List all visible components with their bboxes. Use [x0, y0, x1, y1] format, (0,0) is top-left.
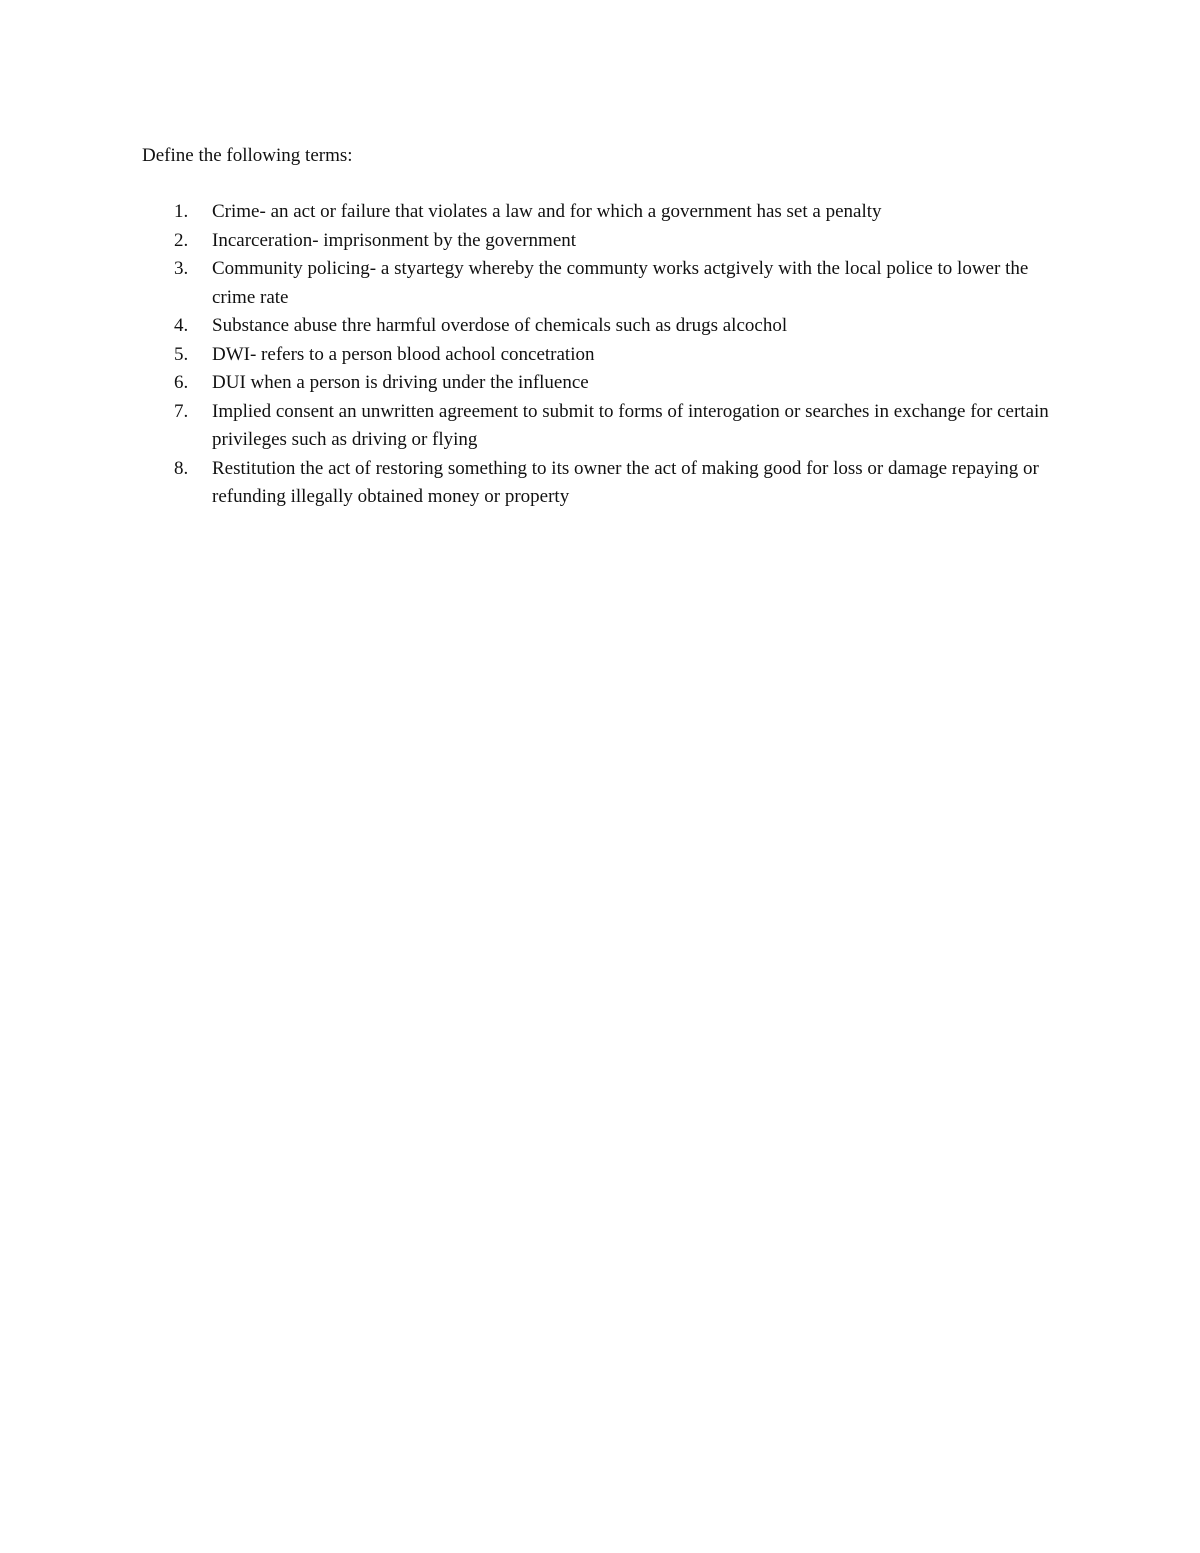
list-item-text: Substance abuse thre harmful overdose of chemicals such as drugs alcochol	[212, 315, 788, 336]
list-item-text: DWI- refers to a person blood achool concetration	[212, 343, 595, 365]
list-item	[142, 455, 1072, 512]
list-item-text: DUI when a person is driving under the influence	[212, 372, 589, 393]
intro-text: Define the following terms:	[142, 145, 353, 166]
list-item-text: Crime- an act or failure that violates a law and for which a government has set a penalty	[212, 201, 882, 222]
list-item	[142, 255, 1072, 312]
list-item-text: Restitution the act of restoring something to its owner the act of making good for loss or damage repaying or refunding illegally obtained money or property	[212, 457, 1039, 507]
list-item	[142, 398, 1072, 455]
list-item-number: 3.	[174, 258, 189, 279]
list-item-number: 6.	[174, 372, 189, 393]
list-item-number: 4.	[174, 315, 189, 336]
terms-list	[142, 198, 1072, 512]
list-item-number: 1.	[174, 201, 189, 222]
list-item	[142, 369, 1072, 398]
list-item-text: Community policing- a styartegy whereby the communty works actgively with the local police to lower the crime rate	[212, 258, 1029, 308]
list-item-number: 7.	[174, 400, 189, 422]
list-item-text: Incarceration- imprisonment by the government	[212, 229, 577, 251]
list-item-number: 8.	[174, 457, 189, 479]
list-item-number: 2.	[174, 229, 189, 251]
list-item	[142, 312, 1072, 341]
list-item	[142, 341, 1072, 370]
list-item	[142, 198, 1072, 227]
list-item	[142, 227, 1072, 256]
list-item-text: Implied consent an unwritten agreement to submit to forms of interogation or searches in exchange for certain privileges such as driving or flying	[212, 400, 1049, 450]
list-item-number: 5.	[174, 343, 189, 365]
